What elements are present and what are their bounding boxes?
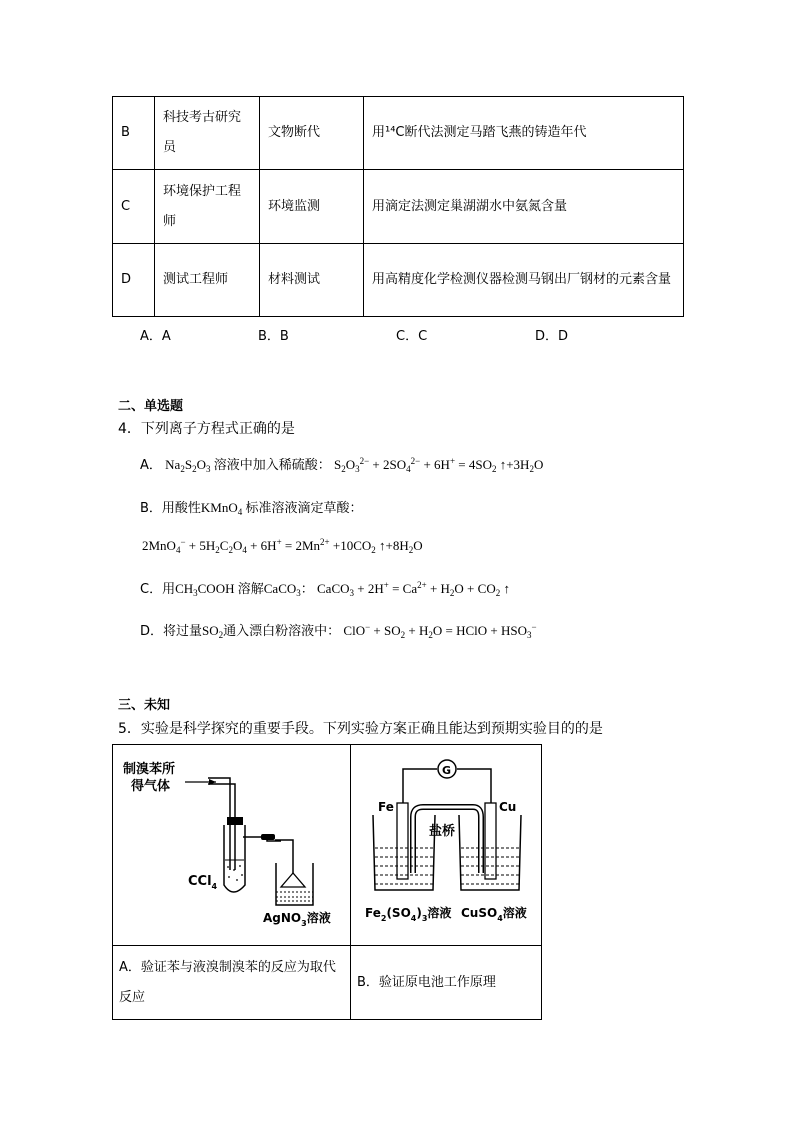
agno3-label: AgNO$_3$溶液 xyxy=(263,911,331,928)
field-cell: 环境监测 xyxy=(260,170,364,244)
fe-label: Fe xyxy=(378,800,394,814)
gas-label-1: 制溴苯所 xyxy=(123,762,176,777)
gas-label-2: 得气体 xyxy=(131,779,171,794)
ccl4-label: CCl$_4$ xyxy=(188,874,218,891)
work-cell: 用¹⁴C断代法测定马踏飞燕的铸造年代 xyxy=(364,97,684,170)
option-a[interactable]: A．A xyxy=(140,329,171,344)
option-cell: B xyxy=(113,97,155,170)
diagram-cell-a xyxy=(113,745,351,946)
bromobenzene-test-diagram xyxy=(113,745,351,941)
job-cell: 科技考古研究员 xyxy=(155,97,260,170)
meter-label: G xyxy=(442,764,452,777)
option-b[interactable]: B．B xyxy=(258,329,289,344)
job-cell: 测试工程师 xyxy=(155,244,260,317)
left-solution-label: $Fe_2(SO_4)_3$溶液 xyxy=(365,906,452,923)
table-row xyxy=(113,170,684,244)
field-cell: 材料测试 xyxy=(260,244,364,317)
option-cell: C xyxy=(113,170,155,244)
q4-option-b-equation: $2MnO_4^- + 5H_2C_2O_4 + 6H^+ = 2Mn^{2+} +10CO_2$ $↑+8H_2O$ xyxy=(142,537,423,555)
q5-table xyxy=(112,744,542,1020)
section-title: 二、单选题 xyxy=(118,399,184,414)
work-cell: 用滴定法测定巢湖湖水中氨氮含量 xyxy=(364,170,684,244)
section-title: 三、未知 xyxy=(118,698,171,713)
caption-a[interactable]: A．验证苯与液溴制溴苯的反应为取代反应 xyxy=(113,946,351,1020)
galvanic-cell-diagram xyxy=(351,745,542,941)
q4-option-c[interactable]: C．用$CH_3COOH$ 溶解CaCO$_3$： CaCO$_3$ + $2H^+ = Ca^{2+} + H_2O + CO_2$ ↑ xyxy=(140,580,510,598)
work-cell: 用高精度化学检测仪器检测马钢出厂钢材的元素含量 xyxy=(364,244,684,317)
table-row xyxy=(113,97,684,170)
field-cell: 文物断代 xyxy=(260,97,364,170)
salt-bridge-label: 盐桥 xyxy=(429,824,456,839)
option-cell: D xyxy=(113,244,155,317)
question-stem: 4．下列离子方程式正确的是 xyxy=(118,421,295,437)
table-row xyxy=(113,244,684,317)
q4-option-d[interactable]: D．将过量$SO_2$通入漂白粉溶液中： $ClO^- + SO_2 + H_2O$ = HClO + $HSO_3^-$ xyxy=(140,622,537,640)
job-cell: 环境保护工程师 xyxy=(155,170,260,244)
q3-table xyxy=(112,96,684,317)
diagram-cell-b xyxy=(351,745,542,946)
q4-option-b[interactable]: B．用酸性KMnO$_4$ 标准溶液滴定草酸： xyxy=(140,500,363,517)
caption-b[interactable]: B．验证原电池工作原理 xyxy=(351,946,542,1020)
q4-option-a[interactable]: A． $Na_2S_2O_3$ 溶液中加入稀硫酸： $S_2O_3^{2-} + 2SO_4^{2-} + 6H^+ = 4SO_2$ $↑+3H_2O$ xyxy=(140,456,544,474)
right-solution-label: CuSO$_4$溶液 xyxy=(461,906,527,923)
cu-label: Cu xyxy=(499,800,517,814)
option-d[interactable]: D．D xyxy=(535,329,569,344)
option-c[interactable]: C．C xyxy=(396,329,428,344)
question-stem: 5．实验是科学探究的重要手段。下列实验方案正确且能达到预期实验目的的是 xyxy=(118,721,603,737)
